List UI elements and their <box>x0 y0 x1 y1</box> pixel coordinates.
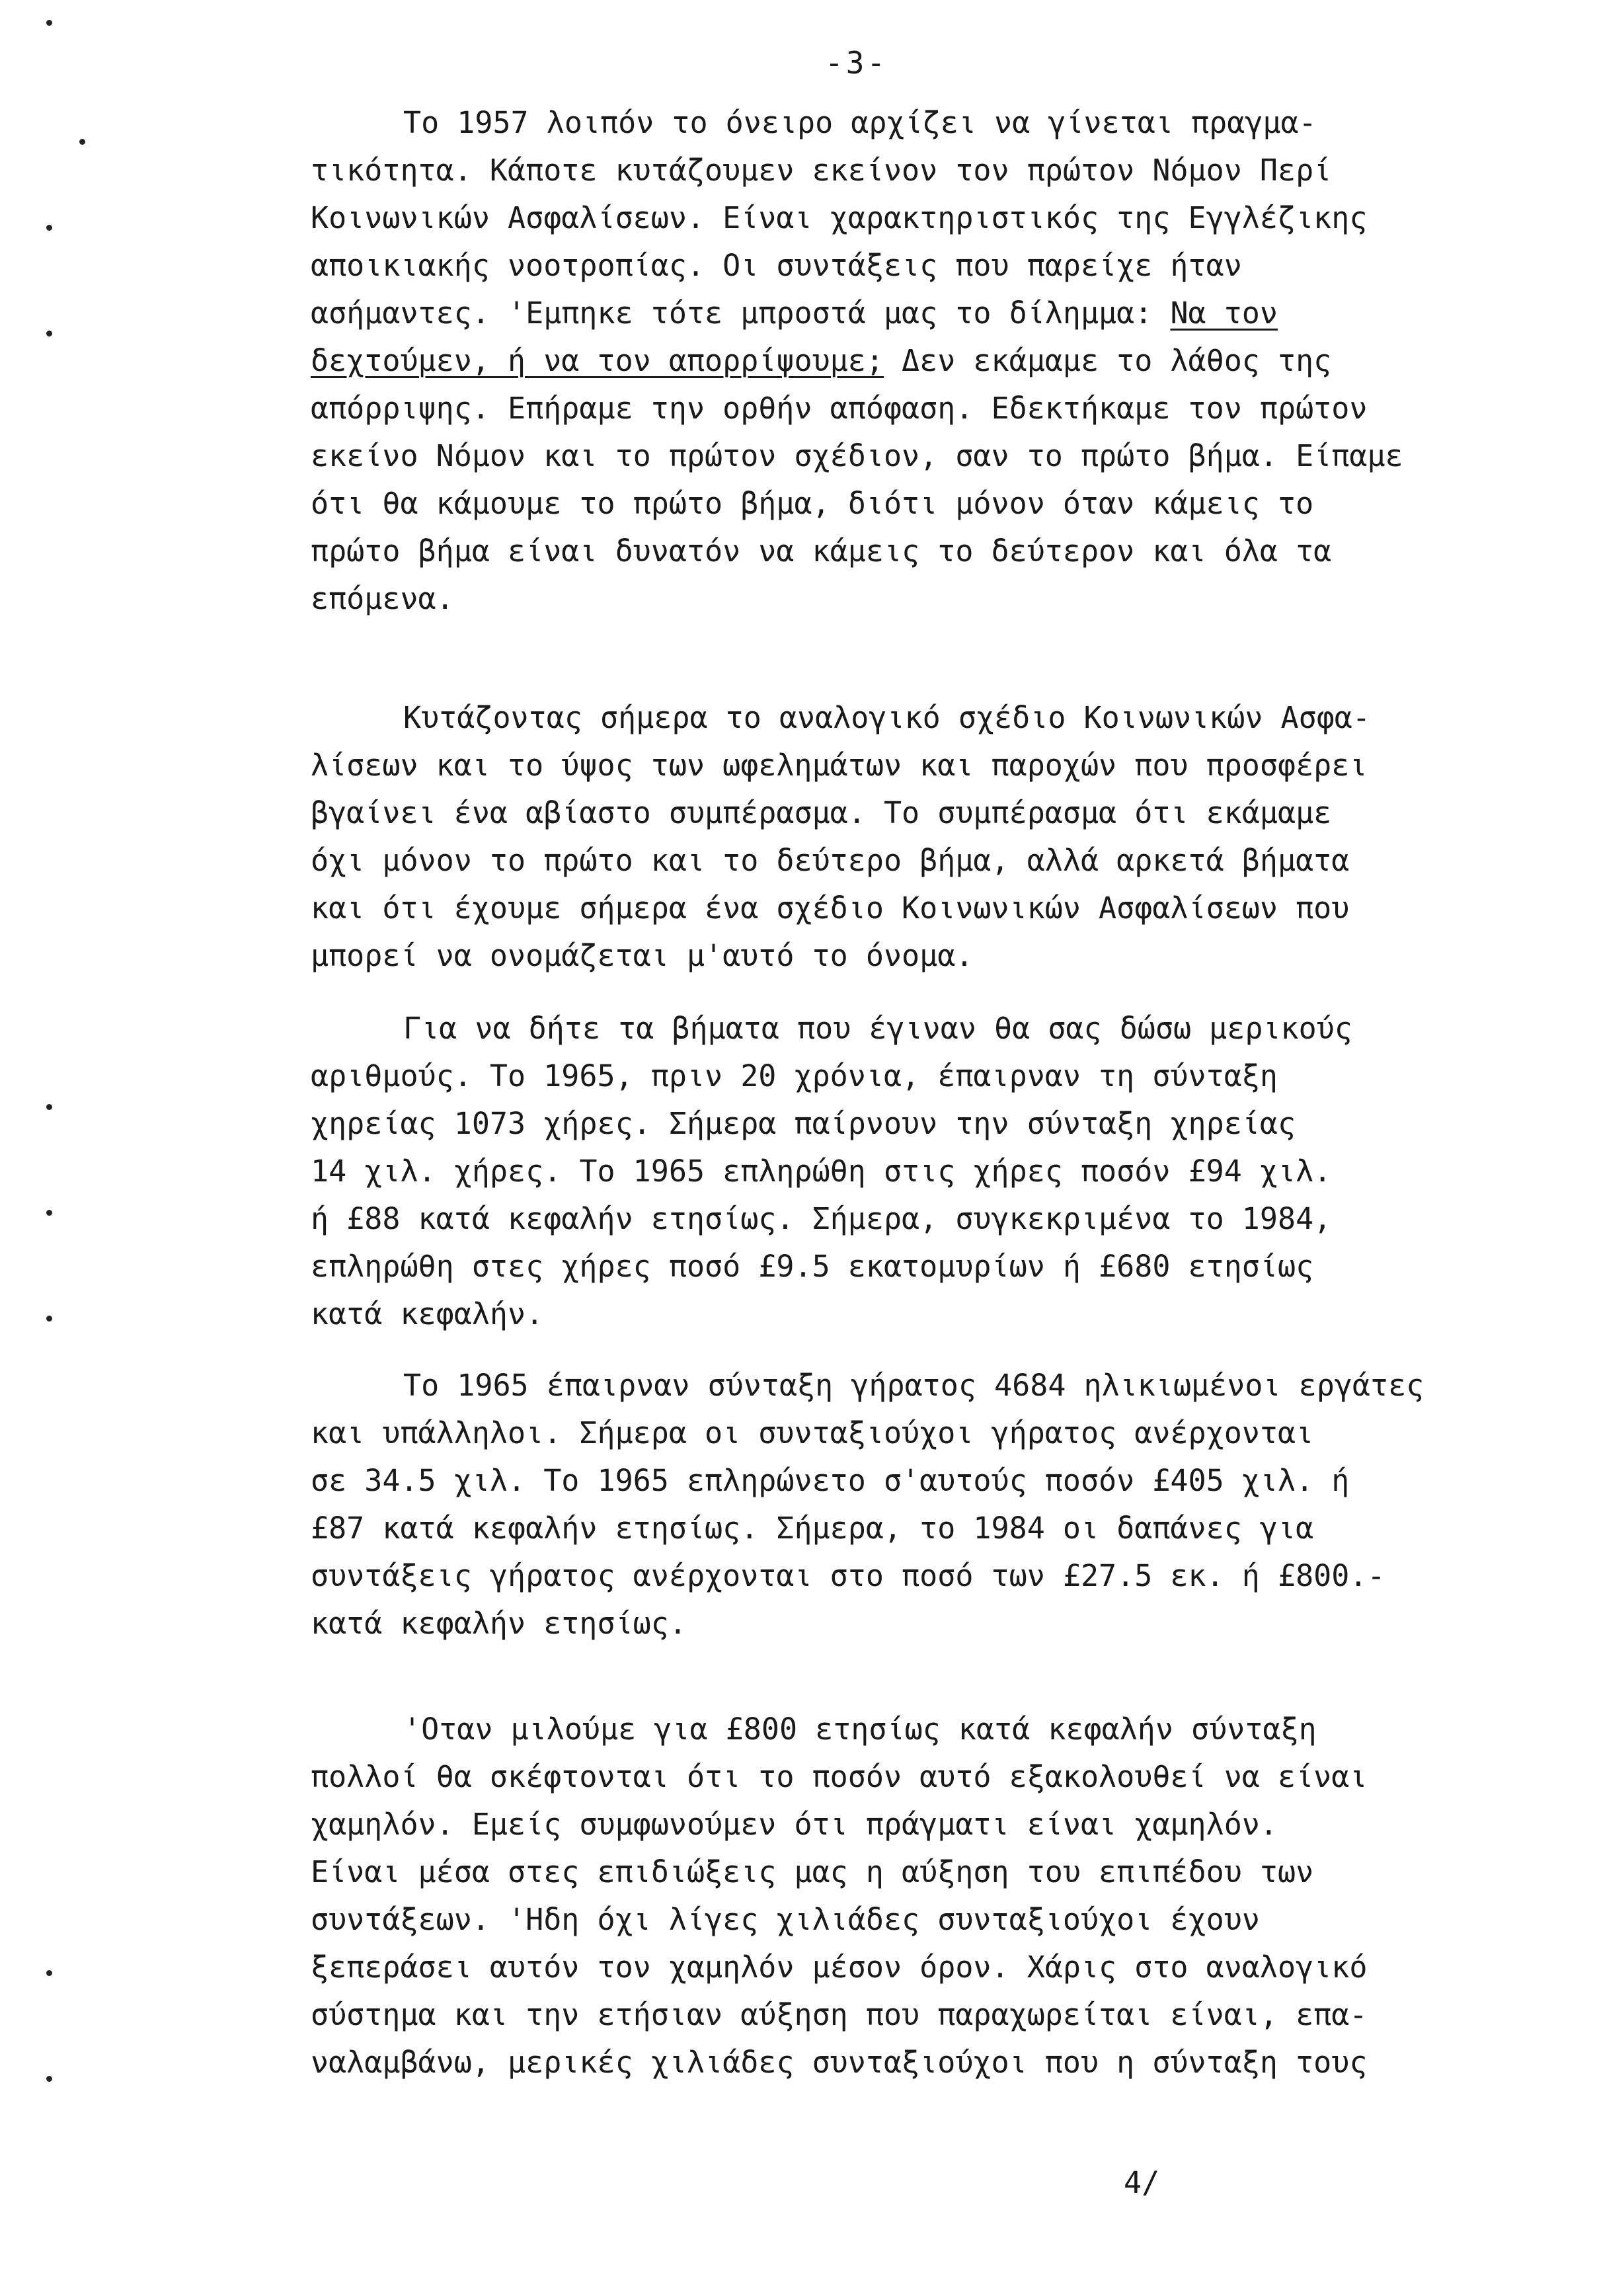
text-line: και υπάλληλοι. Σήμερα οι συνταξιούχοι γήρατος ανέρχονται <box>311 1415 1314 1450</box>
text-line: πρώτο βήμα είναι δυνατόν να κάμεις το δεύτερον και όλα τα <box>311 534 1332 569</box>
text-line: λίσεων και το ύψος των ωφελημάτων και παροχών που προσφέρει <box>311 748 1368 783</box>
text-line: χηρείας 1073 χήρες. Σήμερα παίρνουν την σύνταξη χηρείας <box>311 1106 1296 1141</box>
text-line: και ότι έχουμε σήμερα ένα σχέδιο Κοινωνικών Ασφαλίσεων που <box>311 891 1350 926</box>
text-line: ασήμαντες. 'Εμπηκε τότε μπροστά μας το δίλημμα: Να τον <box>311 296 1278 331</box>
text-line: συντάξεων. 'Ηδη όχι λίγες χιλιάδες συνταξιούχοι έχουν <box>311 1902 1260 1937</box>
text-line: όχι μόνον το πρώτο και το δεύτερο βήμα, αλλά αρκετά βήματα <box>311 843 1350 878</box>
text-line: ότι θα κάμουμε το πρώτο βήμα, διότι μόνον όταν κάμεις το <box>311 486 1314 521</box>
text-line: αριθμούς. Το 1965, πριν 20 χρόνια, έπαιρναν τη σύνταξη <box>311 1058 1278 1093</box>
text-line: Είναι μέσα στες επιδιώξεις μας η αύξηση του επιπέδου των <box>311 1854 1314 1889</box>
underlined-phrase: δεχτούμεν, ή να τον απορρίψουμε; <box>311 343 884 378</box>
text-line: σε 34.5 χιλ. Το 1965 επληρώνετο σ'αυτούς ποσόν £405 χιλ. ή <box>311 1463 1350 1498</box>
margin-dot <box>46 1210 52 1216</box>
margin-dot <box>46 225 52 231</box>
margin-dot <box>46 2076 52 2082</box>
text-line: Κυτάζοντας σήμερα το αναλογικό σχέδιο Κοινωνικών Ασφα- <box>403 700 1370 735</box>
text-line: κατά κεφαλήν. <box>311 1296 544 1331</box>
text-line: εκείνο Νόμον και το πρώτον σχέδιον, σαν το πρώτο βήμα. Είπαμε <box>311 438 1403 473</box>
margin-dot <box>79 139 85 145</box>
paragraph-5 <box>311 1706 1534 2086</box>
paragraph-2 <box>311 694 1534 980</box>
text-line: ή £88 κατά κεφαλήν ετησίως. Σήμερα, συγκεκριμένα το 1984, <box>311 1201 1332 1236</box>
text-line: Το 1957 λοιπόν το όνειρο αρχίζει να γίνεται πραγμα- <box>403 105 1317 140</box>
margin-dot <box>46 1970 52 1976</box>
text-line: 'Οταν μιλούμε για £800 ετησίως κατά κεφαλήν σύνταξη <box>403 1712 1317 1747</box>
underlined-phrase: Να τον <box>1170 296 1278 331</box>
text-line: χαμηλόν. Εμείς συμφωνούμεν ότι πράγματι είναι χαμηλόν. <box>311 1807 1278 1842</box>
text-line: πολλοί θα σκέφτονται ότι το ποσόν αυτό εξακολουθεί να είναι <box>311 1759 1368 1794</box>
text-line: σύστημα και την ετήσιαν αύξηση που παραχωρείται είναι, επα- <box>311 1997 1368 2032</box>
margin-dot <box>46 1316 52 1322</box>
text-line: ναλαμβάνω, μερικές χιλιάδες συνταξιούχοι που η σύνταξη τους <box>311 2045 1368 2080</box>
text-line: μπορεί να ονομάζεται μ'αυτό το όνομα. <box>311 938 974 973</box>
text-line: ξεπεράσει αυτόν τον χαμηλόν μέσον όρον. Χάρις στο αναλογικό <box>311 1950 1368 1985</box>
text-line: αποικιακής νοοτροπίας. Οι συντάξεις που παρείχε ήταν <box>311 248 1242 283</box>
text-line: Κοινωνικών Ασφαλίσεων. Είναι χαρακτηριστικός της Εγγλέζικης <box>311 200 1368 235</box>
page-number: -3- <box>825 45 888 81</box>
text-line: επόμενα. <box>311 581 454 616</box>
text-line: απόρριψης. Επήραμε την ορθήν απόφαση. Εδεκτήκαμε τον πρώτον <box>311 391 1368 426</box>
margin-dot <box>46 331 52 336</box>
continuation-marker: 4/ <box>1124 2165 1160 2200</box>
paragraph-3 <box>311 1005 1534 1338</box>
margin-dot <box>46 1104 52 1110</box>
text-line-underlined: δεχτούμεν, ή να τον απορρίψουμε; Δεν εκάμαμε το λάθος της <box>311 343 1332 378</box>
text-line: κατά κεφαλήν ετησίως. <box>311 1606 687 1641</box>
paragraph-1 <box>311 99 1534 623</box>
text-line: £87 κατά κεφαλήν ετησίως. Σήμερα, το 1984 οι δαπάνες για <box>311 1511 1314 1546</box>
text-line: επληρώθη στες χήρες ποσό £9.5 εκατομυρίων ή £680 ετησίως <box>311 1249 1314 1284</box>
paragraph-4 <box>311 1362 1534 1647</box>
text-line: Το 1965 έπαιρναν σύνταξη γήρατος 4684 ηλικιωμένοι εργάτες <box>403 1368 1424 1403</box>
text-line: τικότητα. Κάποτε κυτάζουμεν εκείνον τον πρώτον Νόμον Περί <box>311 153 1332 188</box>
text-line: βγαίνει ένα αβίαστο συμπέρασμα. Το συμπέρασμα ότι εκάμαμε <box>311 795 1332 830</box>
margin-dot <box>46 20 52 26</box>
text-line: Για να δήτε τα βήματα που έγιναν θα σας δώσω μερικούς <box>403 1011 1352 1046</box>
text-line: συντάξεις γήρατος ανέρχονται στο ποσό των £27.5 εκ. ή £800.- <box>311 1558 1385 1593</box>
text-line: 14 χιλ. χήρες. Το 1965 επληρώθη στις χήρες ποσόν £94 χιλ. <box>311 1154 1332 1189</box>
